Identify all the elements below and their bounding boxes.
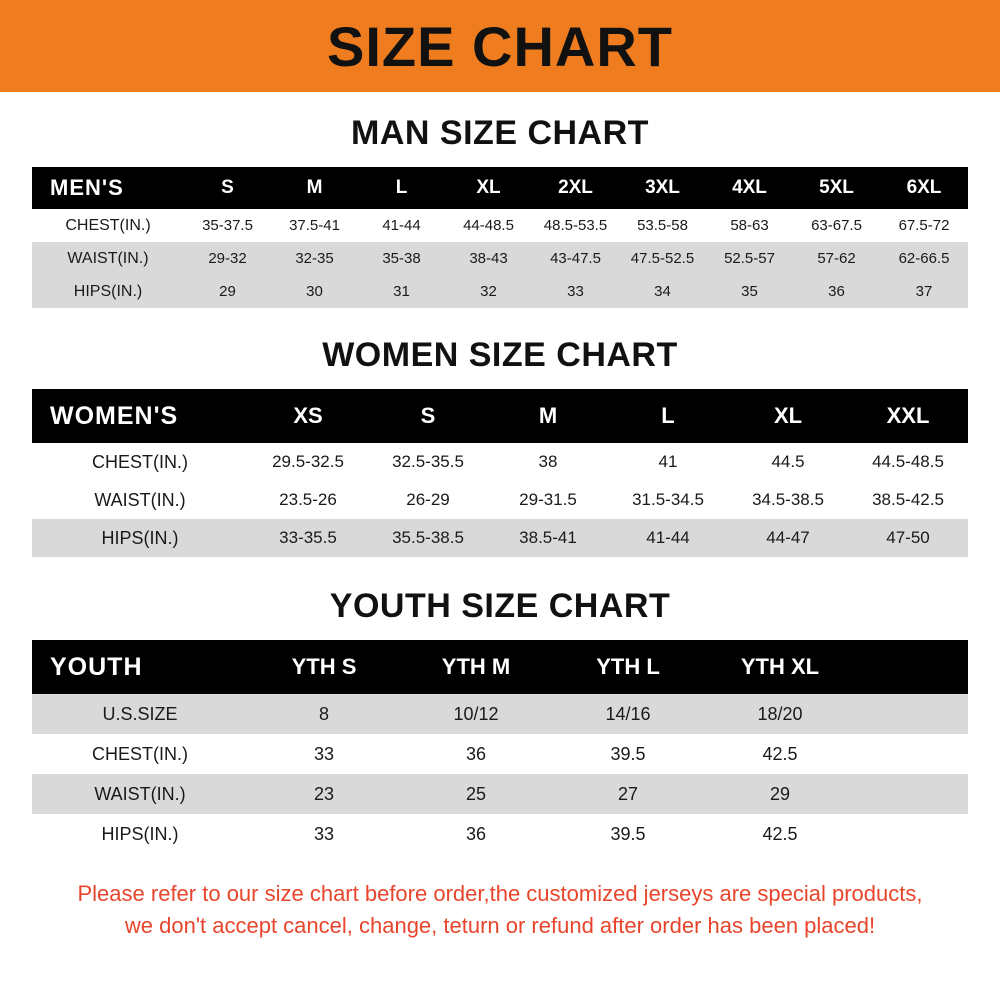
women-cell-0-1: 32.5-35.5 [368, 443, 488, 481]
men-cell-0-4: 48.5-53.5 [532, 209, 619, 242]
youth-cell-1-0: 33 [248, 734, 400, 774]
men-row-label-1: WAIST(IN.) [32, 242, 184, 275]
youth-cell-spacer-1 [856, 734, 968, 774]
youth-cell-2-3: 29 [704, 774, 856, 814]
youth-row-label-3: HIPS(IN.) [32, 814, 248, 854]
women-col-header-6: XXL [848, 389, 968, 443]
men-col-header-3: L [358, 167, 445, 209]
men-row-label-2: HIPS(IN.) [32, 275, 184, 308]
women-col-header-3: M [488, 389, 608, 443]
men-col-header-9: 6XL [880, 167, 968, 209]
men-table-wrap [32, 167, 968, 308]
youth-col-header-1: YTH S [248, 640, 400, 694]
men-row-label-0: CHEST(IN.) [32, 209, 184, 242]
women-cell-2-3: 41-44 [608, 519, 728, 557]
men-cell-0-6: 58-63 [706, 209, 793, 242]
youth-cell-1-2: 39.5 [552, 734, 704, 774]
youth-cell-3-3: 42.5 [704, 814, 856, 854]
men-cell-0-2: 41-44 [358, 209, 445, 242]
women-cell-0-5: 44.5-48.5 [848, 443, 968, 481]
women-cell-1-4: 34.5-38.5 [728, 481, 848, 519]
women-cell-0-4: 44.5 [728, 443, 848, 481]
men-cell-1-7: 57-62 [793, 242, 880, 275]
men-cell-2-5: 34 [619, 275, 706, 308]
men-cell-1-3: 38-43 [445, 242, 532, 275]
youth-cell-spacer-0 [856, 694, 968, 734]
youth-cell-2-0: 23 [248, 774, 400, 814]
men-cell-1-4: 43-47.5 [532, 242, 619, 275]
footnote-line-2: we don't accept cancel, change, teturn or refund after order has been placed! [124, 912, 876, 938]
women-col-header-2: S [368, 389, 488, 443]
men-cell-2-0: 29 [184, 275, 271, 308]
women-col-header-5: XL [728, 389, 848, 443]
men-cell-2-6: 35 [706, 275, 793, 308]
table-header-row [32, 389, 968, 443]
men-cell-2-2: 31 [358, 275, 445, 308]
table-row [32, 774, 968, 814]
men-cell-0-1: 37.5-41 [271, 209, 358, 242]
women-cell-2-1: 35.5-38.5 [368, 519, 488, 557]
men-cell-0-3: 44-48.5 [445, 209, 532, 242]
women-cell-2-4: 44-47 [728, 519, 848, 557]
table-row [32, 275, 968, 308]
page-banner [0, 0, 1000, 92]
men-cell-0-5: 53.5-58 [619, 209, 706, 242]
men-cell-1-0: 29-32 [184, 242, 271, 275]
youth-size-table [32, 640, 968, 854]
women-row-label-1: WAIST(IN.) [32, 481, 248, 519]
table-row [32, 443, 968, 481]
youth-cell-0-2: 14/16 [552, 694, 704, 734]
youth-cell-2-1: 25 [400, 774, 552, 814]
table-row [32, 734, 968, 774]
women-size-table [32, 389, 968, 557]
men-col-header-7: 4XL [706, 167, 793, 209]
youth-row-label-2: WAIST(IN.) [32, 774, 248, 814]
youth-col-header-spacer [856, 640, 968, 694]
women-cell-1-3: 31.5-34.5 [608, 481, 728, 519]
footnote-line-1: Please refer to our size chart before order,the customized jerseys are special products, [77, 881, 923, 906]
women-col-header-4: L [608, 389, 728, 443]
page-title: SIZE CHART [327, 14, 673, 78]
women-cell-1-2: 29-31.5 [488, 481, 608, 519]
men-cell-0-0: 35-37.5 [184, 209, 271, 242]
youth-cell-spacer-2 [856, 774, 968, 814]
youth-cell-0-1: 10/12 [400, 694, 552, 734]
women-cell-2-2: 38.5-41 [488, 519, 608, 557]
youth-cell-2-2: 27 [552, 774, 704, 814]
men-cell-2-4: 33 [532, 275, 619, 308]
men-cell-0-7: 63-67.5 [793, 209, 880, 242]
table-row [32, 519, 968, 557]
table-row [32, 481, 968, 519]
men-col-header-4: XL [445, 167, 532, 209]
women-cell-1-1: 26-29 [368, 481, 488, 519]
youth-cell-3-2: 39.5 [552, 814, 704, 854]
men-size-table [32, 167, 968, 308]
men-col-header-1: S [184, 167, 271, 209]
youth-cell-0-3: 18/20 [704, 694, 856, 734]
women-col-header-1: XS [248, 389, 368, 443]
youth-table-wrap [32, 640, 968, 854]
men-col-header-0: MEN'S [32, 167, 184, 209]
men-cell-2-1: 30 [271, 275, 358, 308]
women-cell-0-2: 38 [488, 443, 608, 481]
men-cell-2-7: 36 [793, 275, 880, 308]
footnote [22, 878, 978, 942]
men-col-header-8: 5XL [793, 167, 880, 209]
youth-col-header-2: YTH M [400, 640, 552, 694]
youth-col-header-4: YTH XL [704, 640, 856, 694]
men-col-header-5: 2XL [532, 167, 619, 209]
women-cell-0-3: 41 [608, 443, 728, 481]
women-cell-2-5: 47-50 [848, 519, 968, 557]
youth-cell-1-3: 42.5 [704, 734, 856, 774]
youth-cell-0-0: 8 [248, 694, 400, 734]
women-cell-1-5: 38.5-42.5 [848, 481, 968, 519]
table-row [32, 242, 968, 275]
men-cell-2-8: 37 [880, 275, 968, 308]
table-row [32, 209, 968, 242]
youth-col-header-3: YTH L [552, 640, 704, 694]
women-row-label-2: HIPS(IN.) [32, 519, 248, 557]
women-cell-1-0: 23.5-26 [248, 481, 368, 519]
youth-col-header-0: YOUTH [32, 640, 248, 694]
men-cell-1-8: 62-66.5 [880, 242, 968, 275]
youth-row-label-0: U.S.SIZE [32, 694, 248, 734]
men-col-header-2: M [271, 167, 358, 209]
men-cell-1-1: 32-35 [271, 242, 358, 275]
youth-cell-spacer-3 [856, 814, 968, 854]
men-col-header-6: 3XL [619, 167, 706, 209]
men-cell-1-6: 52.5-57 [706, 242, 793, 275]
men-cell-1-5: 47.5-52.5 [619, 242, 706, 275]
youth-cell-3-1: 36 [400, 814, 552, 854]
youth-cell-3-0: 33 [248, 814, 400, 854]
men-section-title: MAN SIZE CHART [351, 114, 649, 152]
table-row [32, 814, 968, 854]
women-section-title: WOMEN SIZE CHART [322, 336, 678, 374]
women-cell-2-0: 33-35.5 [248, 519, 368, 557]
table-row [32, 694, 968, 734]
women-cell-0-0: 29.5-32.5 [248, 443, 368, 481]
youth-row-label-1: CHEST(IN.) [32, 734, 248, 774]
women-col-header-0: WOMEN'S [32, 389, 248, 443]
men-cell-1-2: 35-38 [358, 242, 445, 275]
women-row-label-0: CHEST(IN.) [32, 443, 248, 481]
youth-section-title: YOUTH SIZE CHART [329, 587, 671, 625]
youth-cell-1-1: 36 [400, 734, 552, 774]
table-header-row [32, 640, 968, 694]
men-cell-2-3: 32 [445, 275, 532, 308]
women-table-wrap [32, 389, 968, 557]
men-cell-0-8: 67.5-72 [880, 209, 968, 242]
table-header-row [32, 167, 968, 209]
